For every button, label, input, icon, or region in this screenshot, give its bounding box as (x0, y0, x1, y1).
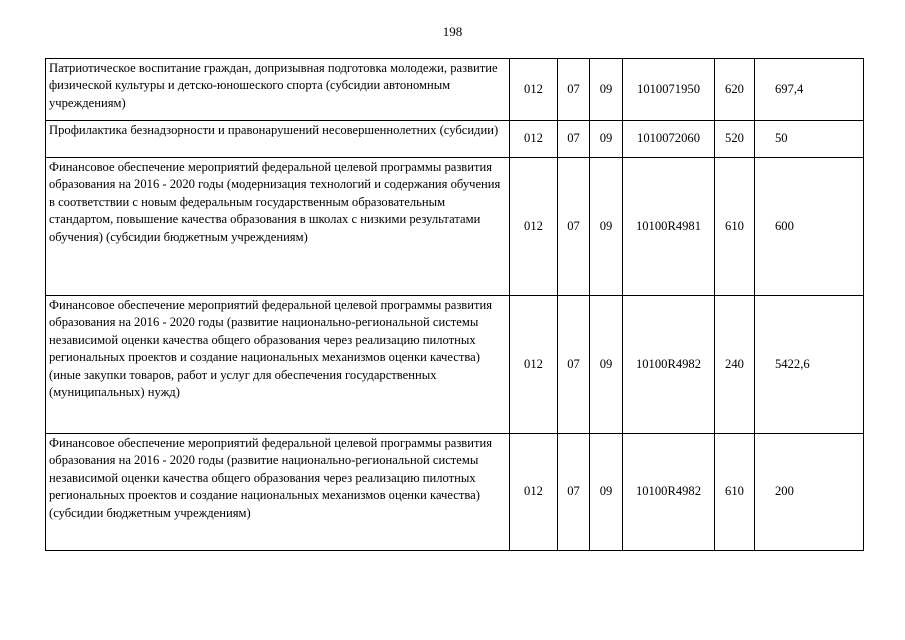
subsection-code: 09 (590, 121, 623, 158)
ministry-code: 012 (510, 121, 558, 158)
ministry-code: 012 (510, 434, 558, 551)
budget-table (45, 58, 864, 551)
subsection-code: 09 (590, 158, 623, 296)
page-number: 198 (442, 24, 463, 39)
target-article-code: 1010072060 (623, 121, 715, 158)
subsection-code: 09 (590, 296, 623, 434)
table-row (46, 296, 864, 434)
row-description: Финансовое обеспечение мероприятий федеральной целевой программы развития образования на 2016 - 2020 годы (модернизация технологий и содержания обучения в соответствии с новым федеральным государственным образовательным стандартом, повышение качества образования в школах с низкими результатами обучения) (субсидии бюджетным учреждениям) (46, 158, 510, 296)
section-code: 07 (558, 296, 590, 434)
table-row (46, 59, 864, 121)
row-description: Финансовое обеспечение мероприятий федеральной целевой программы развития образования на 2016 - 2020 годы (развитие национально-региональной системы независимой оценки качества общего образования через реализацию пилотных региональных проектов и создание национальных механизмов оценки качества) (субсидии бюджетным учреждениям) (46, 434, 510, 551)
expense-type-code: 520 (715, 121, 755, 158)
amount-value: 697,4 (755, 59, 864, 121)
row-description: Финансовое обеспечение мероприятий федеральной целевой программы развития образования на 2016 - 2020 годы (развитие национально-региональной системы независимой оценки качества общего образования через реализацию пилотных региональных проектов и создание национальных механизмов оценки качества) (иные закупки товаров, работ и услуг для обеспечения государственных (муниципальных) нужд) (46, 296, 510, 434)
ministry-code: 012 (510, 158, 558, 296)
table-row (46, 121, 864, 158)
target-article-code: 10100R4982 (623, 434, 715, 551)
section-code: 07 (558, 121, 590, 158)
section-code: 07 (558, 158, 590, 296)
subsection-code: 09 (590, 59, 623, 121)
amount-value: 5422,6 (755, 296, 864, 434)
subsection-code: 09 (590, 434, 623, 551)
target-article-code: 10100R4981 (623, 158, 715, 296)
amount-value: 200 (755, 434, 864, 551)
table-row (46, 158, 864, 296)
target-article-code: 10100R4982 (623, 296, 715, 434)
table-row (46, 434, 864, 551)
expense-type-code: 610 (715, 434, 755, 551)
row-description: Профилактика безнадзорности и правонарушений несовершеннолетних (субсидии) (46, 121, 510, 158)
ministry-code: 012 (510, 296, 558, 434)
amount-value: 600 (755, 158, 864, 296)
section-code: 07 (558, 59, 590, 121)
ministry-code: 012 (510, 59, 558, 121)
section-code: 07 (558, 434, 590, 551)
amount-value: 50 (755, 121, 864, 158)
expense-type-code: 620 (715, 59, 755, 121)
target-article-code: 1010071950 (623, 59, 715, 121)
expense-type-code: 610 (715, 158, 755, 296)
row-description: Патриотическое воспитание граждан, допризывная подготовка молодежи, развитие физической культуры и детско-юношеского спорта (субсидии автономным учреждениям) (46, 59, 510, 121)
expense-type-code: 240 (715, 296, 755, 434)
